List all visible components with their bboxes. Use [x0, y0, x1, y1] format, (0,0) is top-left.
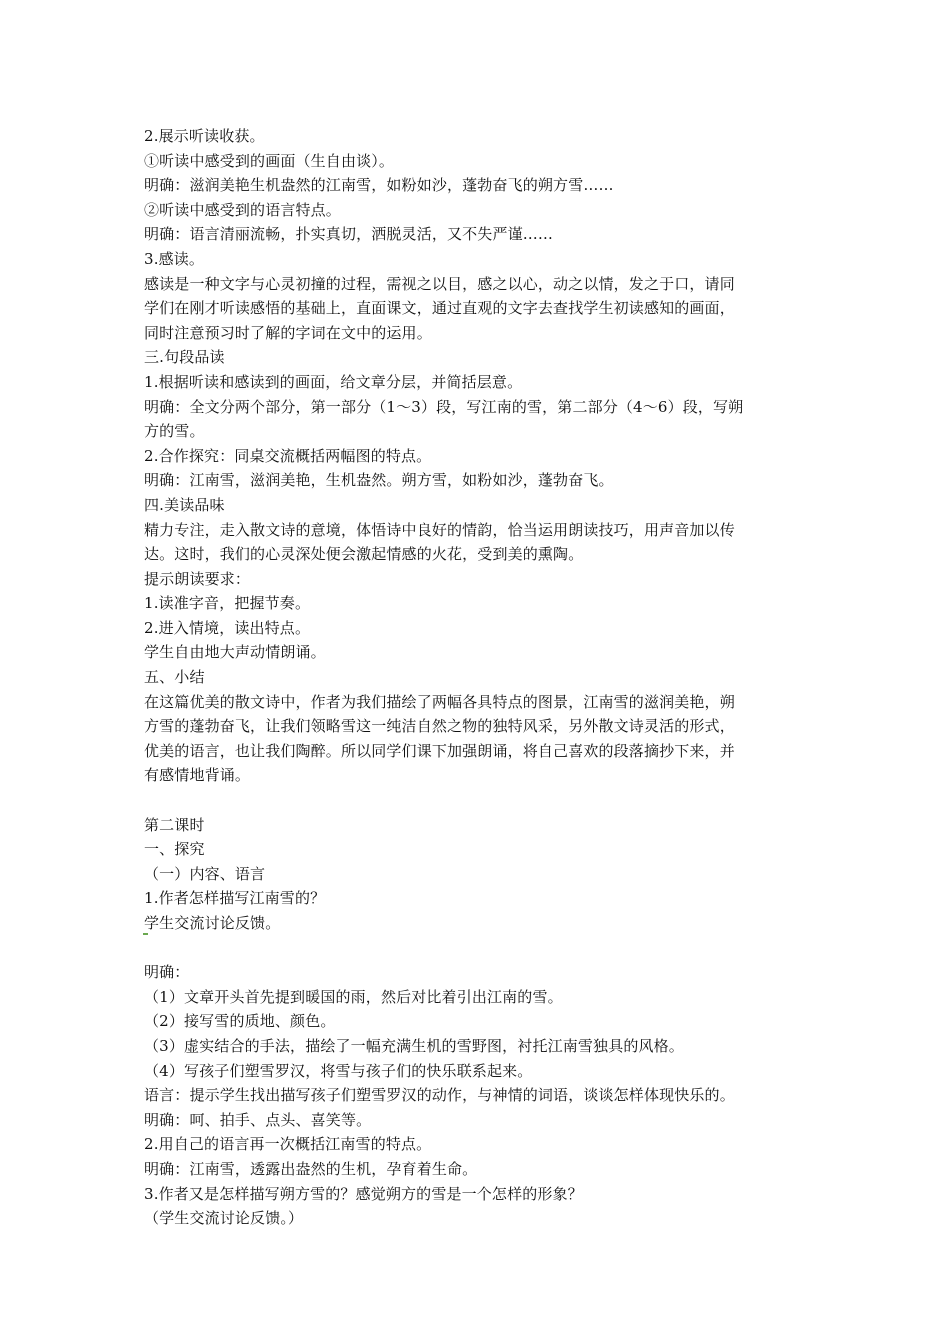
- text-line: 1.读准字音，把握节奏。: [144, 594, 311, 613]
- lesson-heading: 第二课时: [144, 815, 205, 834]
- text-line: 明确：语言清丽流畅，扑实真切，洒脱灵活，又不失严谨……: [144, 225, 554, 244]
- text-line: 方的雪。: [144, 422, 205, 441]
- text-line: （2）接写雪的质地、颜色。: [144, 1012, 336, 1031]
- blank-line: [144, 936, 814, 961]
- section-heading: 五、小结: [144, 668, 205, 687]
- text-line: 2.合作探究：同桌交流概括两幅图的特点。: [144, 446, 432, 465]
- text-line: 同时注意预习时了解的字词在文中的运用。: [144, 323, 432, 342]
- text-line: 提示朗读要求：: [144, 569, 251, 588]
- text-line: 明确：江南雪，透露出盎然的生机，孕育着生命。: [144, 1159, 478, 1178]
- text-line: （1）文章开头首先提到暖国的雨，然后对比着引出江南的雪。: [144, 987, 563, 1006]
- text-line: 方雪的蓬勃奋飞，让我们领略雪这一纯洁自然之物的独特风采，另外散文诗灵活的形式，: [144, 717, 735, 736]
- edit-mark: [143, 933, 148, 935]
- text-line: （3）虚实结合的手法，描绘了一幅充满生机的雪野图，衬托江南雪独具的风格。: [144, 1036, 684, 1055]
- text-line: 学生交流讨论反馈。: [144, 914, 281, 932]
- blank-line: [144, 788, 814, 813]
- text-line: 1.根据听读和感读到的画面，给文章分层，并简括层意。: [144, 372, 523, 391]
- section-heading: 四.美读品味: [144, 495, 225, 514]
- text-line: 2.用自己的语言再一次概括江南雪的特点。: [144, 1135, 432, 1154]
- text-line: 优美的语言，也让我们陶醉。所以同学们课下加强朗诵，将自己喜欢的段落摘抄下来，并: [144, 741, 735, 760]
- text-line: 2.进入情境，读出特点。: [144, 618, 311, 637]
- text-line: 有感情地背诵。: [144, 766, 251, 785]
- text-line: 2.展示听读收获。: [144, 127, 265, 145]
- text-line: 明确：全文分两个部分，第一部分（1～3）段，写江南的雪，第二部分（4～6）段，写朔: [144, 397, 744, 416]
- text-line: 精力专注，走入散文诗的意境，体悟诗中良好的情韵，恰当运用朗读技巧，用声音加以传: [144, 520, 735, 539]
- text-line: 明确：呵、拍手、点头、喜笑等。: [144, 1110, 372, 1129]
- text-line: 明确：: [144, 963, 190, 982]
- text-line: 感读是一种文字与心灵初撞的过程，需视之以目，感之以心，动之以情，发之于口，请同: [144, 274, 735, 293]
- text-line: 明确：江南雪，滋润美艳，生机盎然。朔方雪，如粉如沙，蓬勃奋飞。: [144, 471, 614, 490]
- text-line: 3.作者又是怎样描写朔方雪的？感觉朔方的雪是一个怎样的形象？: [144, 1184, 583, 1203]
- text-line: 在这篇优美的散文诗中，作者为我们描绘了两幅各具特点的图景，江南雪的滋润美艳，朔: [144, 692, 735, 711]
- text-line: ①听读中感受到的画面（生自由谈）。: [144, 151, 395, 170]
- section-heading: 一、探究: [144, 840, 205, 859]
- text-line: 语言：提示学生找出描写孩子们塑雪罗汉的动作，与神情的词语，谈谈怎样体现快乐的。: [144, 1086, 735, 1105]
- text-line: 学们在刚才听读感悟的基础上，直面课文，通过直观的文字去查找学生初读感知的画面，: [144, 299, 735, 318]
- section-heading: 三.句段品读: [144, 348, 225, 367]
- text-line: 学生自由地大声动情朗诵。: [144, 643, 326, 662]
- text-line: （学生交流讨论反馈。）: [144, 1209, 304, 1228]
- text-line: 明确：滋润美艳生机盎然的江南雪，如粉如沙，蓬勃奋飞的朔方雪……: [144, 176, 614, 195]
- text-line: 3.感读。: [144, 249, 205, 268]
- text-line: （4）写孩子们塑雪罗汉，将雪与孩子们的快乐联系起来。: [144, 1061, 533, 1080]
- text-line: ②听读中感受到的语言特点。: [144, 200, 341, 219]
- text-line: 达。这时，我们的心灵深处便会激起情感的火花，受到美的熏陶。: [144, 545, 584, 564]
- subsection-heading: （一）内容、语言: [144, 864, 266, 883]
- document-body: [144, 124, 814, 1231]
- text-line: 1.作者怎样描写江南雪的？: [144, 889, 326, 908]
